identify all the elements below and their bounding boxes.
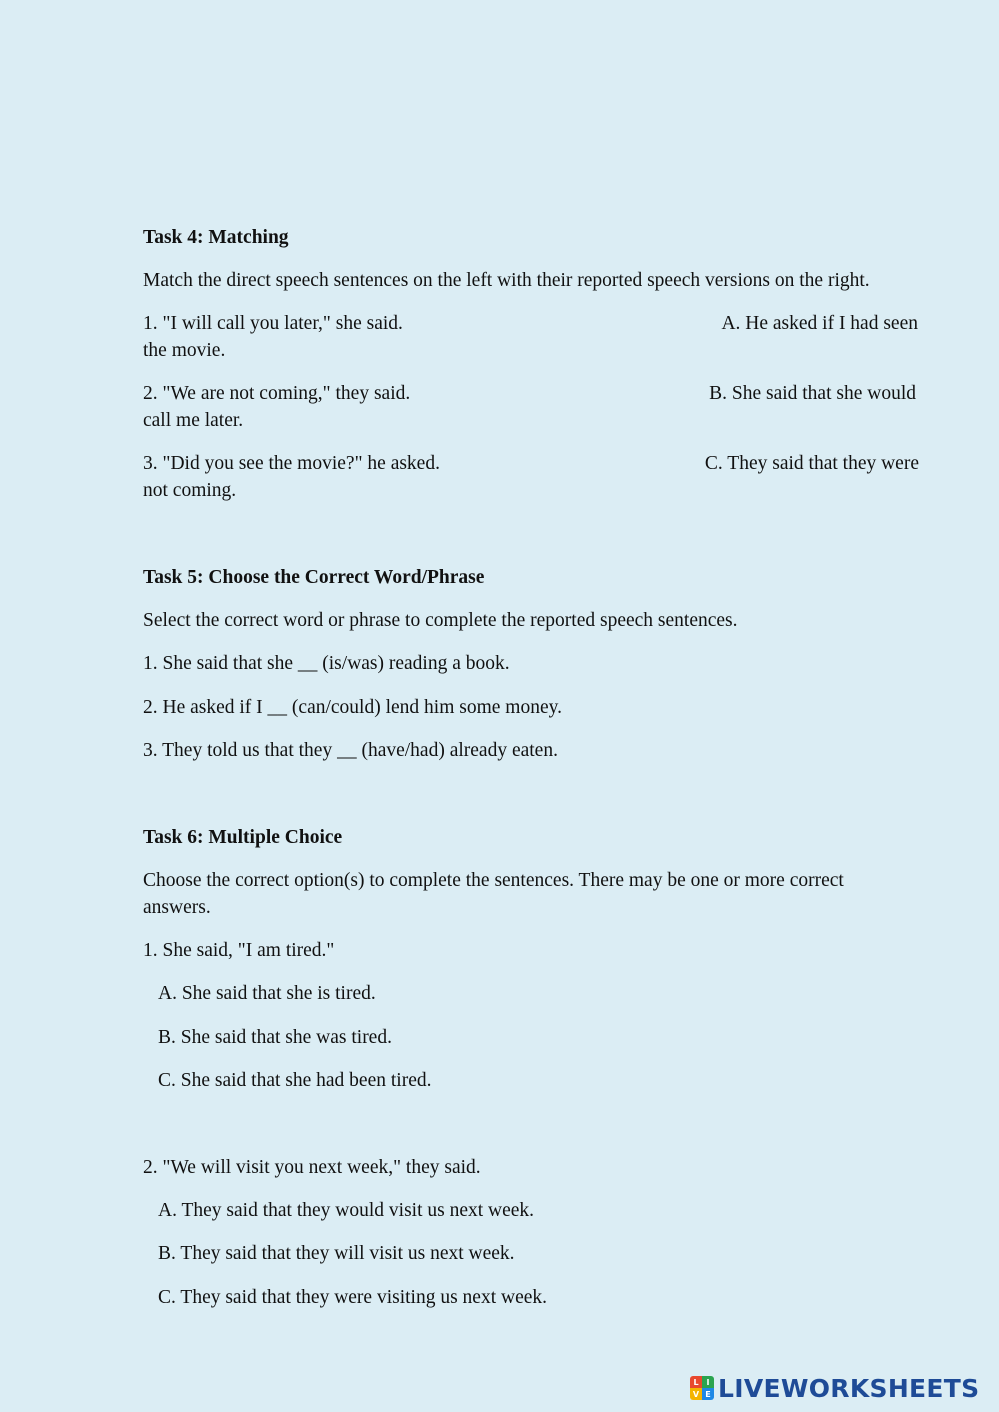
- badge-letter: I: [702, 1376, 714, 1388]
- badge-letter: V: [690, 1388, 702, 1400]
- badge-letter: E: [702, 1388, 714, 1400]
- question-prompt: 1. She said, "I am tired.": [143, 940, 335, 961]
- task5-instruction: Select the correct word or phrase to complete the reported speech sentences.: [143, 610, 738, 631]
- reported-speech-option: A. He asked if I had seen: [721, 313, 918, 334]
- task4-instruction: Match the direct speech sentences on the left with their reported speech versions on the right.: [143, 270, 870, 291]
- match-row: [143, 380, 926, 436]
- choice-option: B. They said that they will visit us next week.: [158, 1243, 515, 1264]
- choice-option: C. They said that they were visiting us next week.: [158, 1287, 548, 1308]
- badge-letter: L: [690, 1376, 702, 1388]
- liveworksheets-logo: [690, 1372, 979, 1404]
- direct-speech-item: 3. "Did you see the movie?" he asked.: [143, 453, 440, 474]
- reported-speech-option: B. She said that she would: [709, 383, 916, 404]
- task5-item: 2. He asked if I __ (can/could) lend him some money.: [143, 697, 562, 718]
- live-badge-icon: [690, 1376, 714, 1400]
- match-row: [143, 450, 926, 506]
- choice-option: C. She said that she had been tired.: [158, 1070, 432, 1091]
- question-prompt: 2. "We will visit you next week," they said.: [143, 1157, 481, 1178]
- logo-text: LIVEWORKSHEETS: [718, 1373, 980, 1403]
- task6-heading: Task 6: Multiple Choice: [143, 827, 343, 848]
- task6-instruction-line2: answers.: [143, 897, 211, 918]
- direct-speech-item: 2. "We are not coming," they said.: [143, 383, 411, 404]
- task5-item: 1. She said that she __ (is/was) reading a book.: [143, 653, 510, 674]
- direct-speech-item: 1. "I will call you later," she said.: [143, 313, 403, 334]
- choice-option: A. They said that they would visit us next week.: [158, 1200, 535, 1221]
- choice-option: B. She said that she was tired.: [158, 1027, 392, 1048]
- reported-speech-option: C. They said that they were: [704, 453, 919, 474]
- reported-speech-continuation: call me later.: [143, 410, 244, 431]
- choice-option: A. She said that she is tired.: [158, 983, 376, 1004]
- reported-speech-continuation: the movie.: [143, 340, 226, 361]
- reported-speech-continuation: not coming.: [143, 480, 237, 501]
- task4-heading: Task 4: Matching: [143, 227, 289, 248]
- task5-heading: Task 5: Choose the Correct Word/Phrase: [143, 567, 485, 588]
- task5-item: 3. They told us that they __ (have/had) already eaten.: [143, 740, 558, 761]
- task6-instruction-line1: Choose the correct option(s) to complete the sentences. There may be one or more correct: [143, 870, 844, 891]
- match-row: [143, 310, 926, 366]
